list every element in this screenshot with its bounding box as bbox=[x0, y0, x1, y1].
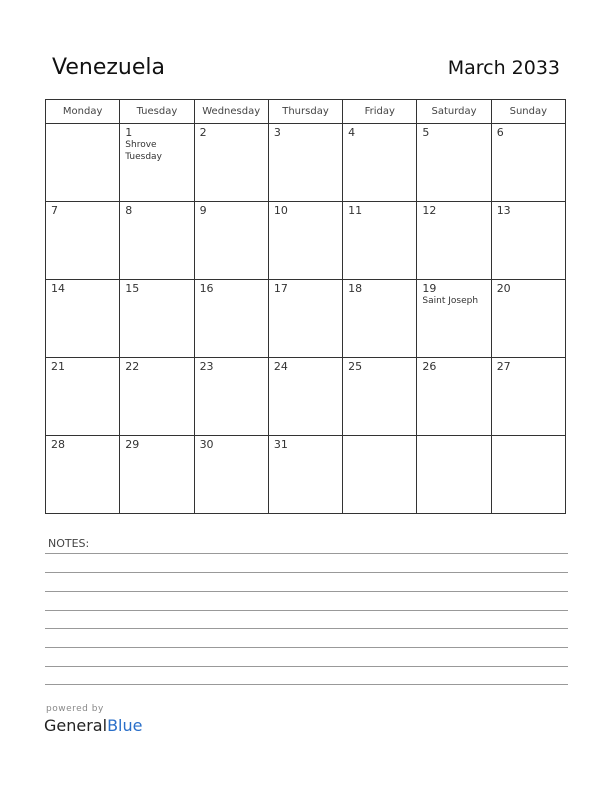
note-line bbox=[45, 591, 568, 592]
day-cell bbox=[343, 358, 417, 436]
day-cell bbox=[343, 436, 417, 514]
weekday-friday: Friday bbox=[343, 100, 417, 124]
day-number: 15 bbox=[125, 282, 140, 295]
note-line bbox=[45, 610, 568, 611]
day-cell bbox=[194, 280, 268, 358]
day-number: 6 bbox=[496, 126, 504, 139]
day-number: 26 bbox=[422, 360, 437, 373]
day-number: 8 bbox=[125, 204, 133, 217]
week-row bbox=[46, 358, 566, 436]
day-number: 31 bbox=[273, 438, 288, 451]
day-cell bbox=[343, 202, 417, 280]
day-number: 19 bbox=[422, 282, 437, 295]
day-cell bbox=[417, 436, 491, 514]
day-number: 17 bbox=[273, 282, 288, 295]
brand-blue-text: Blue bbox=[107, 716, 143, 735]
generalblue-logo bbox=[44, 716, 142, 735]
day-cell bbox=[46, 202, 120, 280]
holiday-label: Shrove Tuesday bbox=[125, 140, 162, 162]
note-line bbox=[45, 553, 568, 554]
day-number: 13 bbox=[496, 204, 511, 217]
day-cell bbox=[491, 124, 565, 202]
day-number: 20 bbox=[496, 282, 511, 295]
day-number: 22 bbox=[125, 360, 140, 373]
day-number: 29 bbox=[125, 438, 140, 451]
month-title: March 2033 bbox=[447, 57, 560, 79]
day-cell bbox=[417, 202, 491, 280]
day-number bbox=[343, 436, 416, 438]
day-cell bbox=[343, 280, 417, 358]
day-number: 23 bbox=[199, 360, 214, 373]
weekday-tuesday: Tuesday bbox=[120, 100, 194, 124]
powered-by-text: powered by bbox=[46, 704, 104, 714]
day-number: 4 bbox=[348, 126, 356, 139]
day-cell bbox=[491, 280, 565, 358]
day-cell bbox=[120, 436, 194, 514]
holiday-label: Saint Joseph bbox=[422, 296, 479, 306]
notes-label: NOTES: bbox=[48, 537, 90, 550]
day-cell bbox=[417, 124, 491, 202]
day-number bbox=[492, 436, 565, 438]
day-cell bbox=[268, 124, 342, 202]
day-number: 7 bbox=[51, 204, 58, 217]
day-number: 11 bbox=[348, 204, 363, 217]
day-number: 27 bbox=[496, 360, 511, 373]
day-cell bbox=[46, 124, 120, 202]
day-cell bbox=[268, 280, 342, 358]
day-number: 18 bbox=[348, 282, 363, 295]
note-line bbox=[45, 628, 568, 629]
week-row bbox=[46, 280, 566, 358]
day-number bbox=[46, 124, 119, 126]
day-cell bbox=[268, 202, 342, 280]
day-cell bbox=[120, 280, 194, 358]
day-cell bbox=[120, 124, 194, 202]
day-cell bbox=[417, 358, 491, 436]
day-cell bbox=[491, 202, 565, 280]
day-number: 16 bbox=[199, 282, 214, 295]
day-number: 12 bbox=[422, 204, 437, 217]
day-cell bbox=[194, 436, 268, 514]
weekday-sunday: Sunday bbox=[491, 100, 565, 124]
day-cell bbox=[120, 358, 194, 436]
day-cell bbox=[194, 124, 268, 202]
weekday-wednesday: Wednesday bbox=[194, 100, 268, 124]
day-number: 2 bbox=[199, 126, 207, 139]
country-title: Venezuela bbox=[52, 55, 165, 80]
day-cell bbox=[46, 280, 120, 358]
day-cell bbox=[120, 202, 194, 280]
week-row bbox=[46, 202, 566, 280]
week-row bbox=[46, 124, 566, 202]
day-number: 24 bbox=[273, 360, 288, 373]
day-number: 25 bbox=[348, 360, 363, 373]
note-line bbox=[45, 684, 568, 685]
day-number: 30 bbox=[199, 438, 214, 451]
day-number: 5 bbox=[422, 126, 430, 139]
day-cell bbox=[268, 358, 342, 436]
note-line bbox=[45, 666, 568, 667]
day-cell bbox=[491, 358, 565, 436]
day-number bbox=[417, 436, 490, 438]
day-number: 10 bbox=[273, 204, 288, 217]
day-cell bbox=[343, 124, 417, 202]
note-line bbox=[45, 572, 568, 573]
day-cell bbox=[194, 358, 268, 436]
calendar-grid bbox=[45, 99, 566, 514]
day-cell bbox=[46, 358, 120, 436]
day-cell bbox=[417, 280, 491, 358]
note-line bbox=[45, 647, 568, 648]
day-number: 1 bbox=[125, 126, 133, 139]
week-row bbox=[46, 436, 566, 514]
day-number: 28 bbox=[51, 438, 65, 451]
brand-general-text: General bbox=[44, 716, 108, 735]
day-cell bbox=[194, 202, 268, 280]
day-cell bbox=[268, 436, 342, 514]
weekday-header-row bbox=[46, 100, 566, 124]
day-number: 21 bbox=[51, 360, 65, 373]
day-number: 3 bbox=[273, 126, 281, 139]
day-cell bbox=[491, 436, 565, 514]
day-cell bbox=[46, 436, 120, 514]
day-number: 14 bbox=[51, 282, 65, 295]
weekday-saturday: Saturday bbox=[417, 100, 491, 124]
weekday-monday: Monday bbox=[46, 100, 120, 124]
day-number: 9 bbox=[199, 204, 207, 217]
weekday-thursday: Thursday bbox=[268, 100, 342, 124]
